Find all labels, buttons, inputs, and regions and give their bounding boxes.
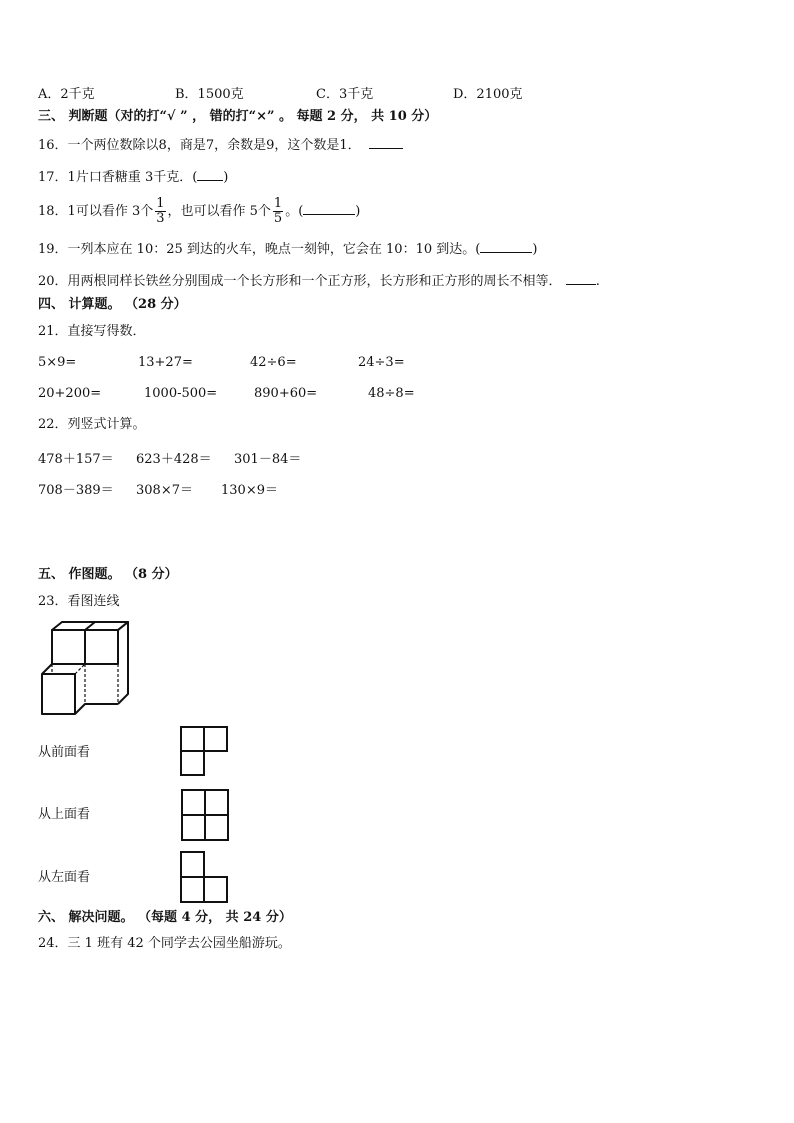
question-16-text: 16．一个两位数除以8，商是7，余数是9，这个数是1．	[38, 138, 361, 153]
question-17-close: )	[223, 170, 229, 185]
section-6-title: 六、 解决问题。 （每题 4 分， 共 24 分）	[38, 910, 292, 925]
answer-blank[interactable]	[480, 240, 532, 253]
calc-item: 20+200=	[38, 386, 102, 401]
option-c: C．3千克	[316, 87, 374, 102]
answer-blank[interactable]	[566, 272, 596, 285]
section-3-title: 三、 判断题（对的打“√ ” ， 错的打“×” 。 每题 2 分， 共 10 分）	[38, 109, 438, 124]
question-20-text: 20．用两根同样长铁丝分别围成一个长方形和一个正方形，长方形和正方形的周长不相等．	[38, 274, 562, 289]
question-17-text: 17．1片口香糖重 3千克．(	[38, 170, 198, 185]
calc-item: 301－84＝	[234, 452, 302, 467]
fraction-one-third	[155, 197, 165, 226]
calc-item: 42÷6=	[250, 355, 297, 370]
view-label-left: 从左面看	[38, 870, 91, 885]
view-shape-square-grid[interactable]	[181, 789, 229, 841]
fraction-denominator: 3	[156, 211, 165, 226]
fraction-denominator: 5	[273, 211, 283, 226]
option-b: B．1500克	[175, 87, 244, 102]
fraction-numerator: 1	[156, 196, 165, 211]
question-20	[38, 272, 600, 290]
calc-item: 308×7＝	[136, 483, 193, 498]
question-19	[38, 240, 537, 258]
view-shape-l-top[interactable]	[180, 726, 228, 776]
section-5-title: 五、 作图题。 （8 分）	[38, 567, 178, 582]
question-18-post: 。(	[285, 204, 304, 219]
view-label-top: 从上面看	[38, 807, 91, 822]
question-19-close: )	[532, 242, 538, 257]
answer-blank[interactable]	[197, 168, 223, 181]
question-17	[38, 168, 228, 186]
fraction-one-fifth	[273, 197, 283, 226]
fraction-numerator: 1	[273, 196, 283, 211]
option-d: D．2100克	[453, 87, 523, 102]
view-shape-l-bottom[interactable]	[180, 851, 228, 903]
calc-item: 890+60=	[254, 386, 318, 401]
question-16	[38, 136, 403, 154]
calc-item: 13+27=	[138, 355, 193, 370]
option-a: A．2千克	[38, 87, 95, 102]
calc-item: 5×9=	[38, 355, 77, 370]
cube-stack-figure	[38, 620, 130, 718]
question-18	[38, 194, 360, 230]
calc-item: 48÷8=	[368, 386, 415, 401]
question-23-title: 23．看图连线	[38, 594, 120, 609]
question-18-mid: ，也可以看作 5个	[167, 204, 271, 219]
question-18-close: )	[355, 204, 361, 219]
calc-item: 708－389＝	[38, 483, 114, 498]
calc-item: 130×9＝	[221, 483, 278, 498]
calc-item: 1000-500=	[144, 386, 218, 401]
answer-blank[interactable]	[303, 202, 355, 215]
calc-item: 478＋157＝	[38, 452, 114, 467]
calc-item: 24÷3=	[358, 355, 405, 370]
question-20-end: .	[595, 274, 600, 289]
section-4-title: 四、 计算题。 （28 分）	[38, 297, 187, 312]
question-21-title: 21．直接写得数．	[38, 324, 146, 339]
question-18-pre: 18．1可以看作 3个	[38, 204, 154, 219]
view-label-front: 从前面看	[38, 745, 91, 760]
question-22-title: 22．列竖式计算。	[38, 417, 146, 432]
calc-item: 623＋428＝	[136, 452, 212, 467]
answer-blank[interactable]	[369, 136, 403, 149]
question-19-text: 19．一列本应在 10：25 到达的火车，晚点一刻钟，它会在 10：10 到达。(	[38, 242, 481, 257]
question-24: 24．三 1 班有 42 个同学去公园坐船游玩。	[38, 936, 291, 951]
